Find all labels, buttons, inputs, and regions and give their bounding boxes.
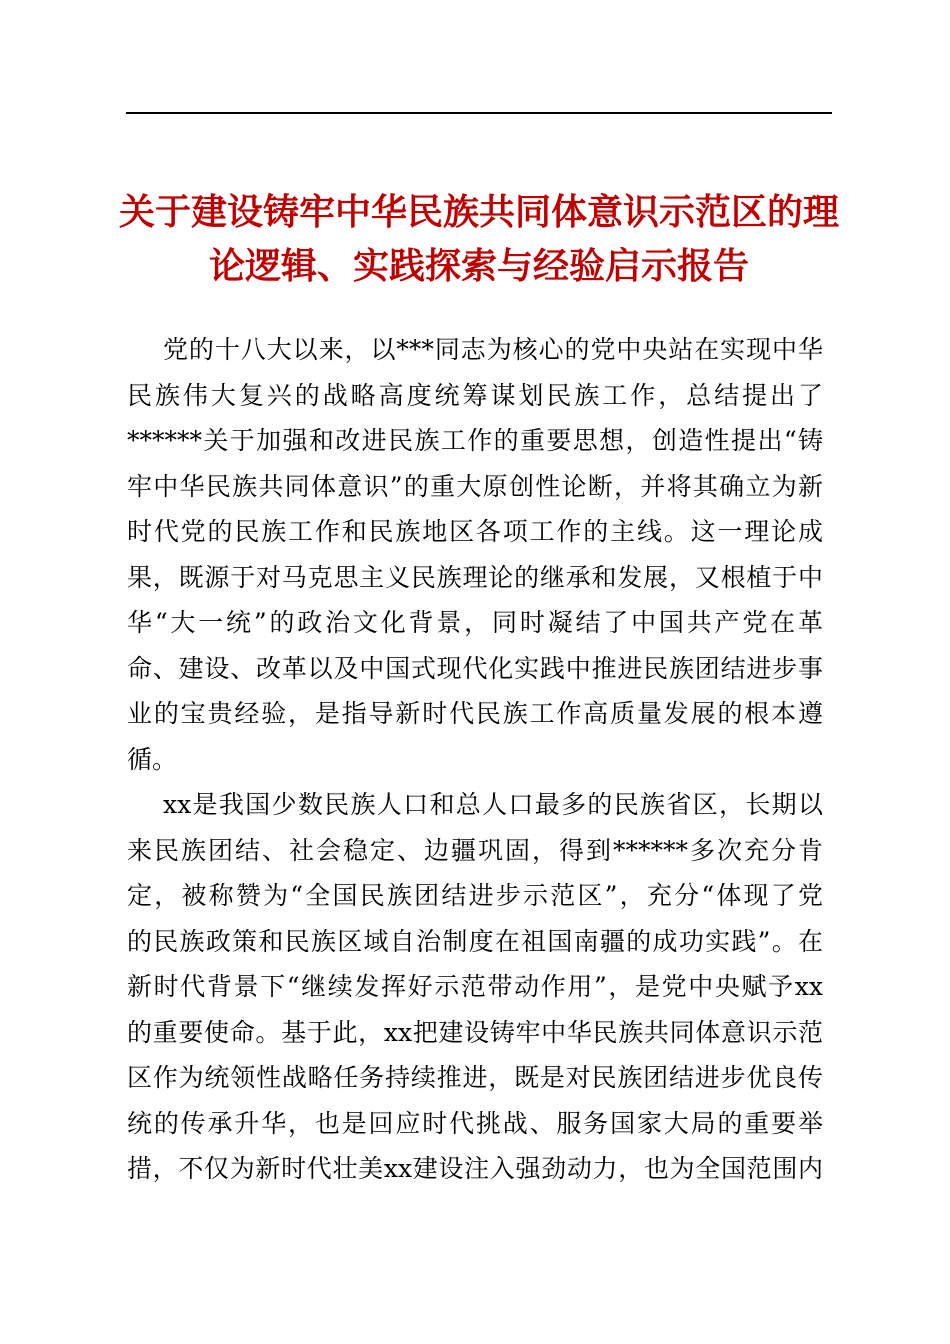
paragraph-line: 时代党的民族工作和民族地区各项工作的主线。这一理论成: [127, 517, 823, 546]
paragraph-line: ******关于加强和改进民族工作的重要思想，创造性提出“铸: [127, 426, 823, 455]
paragraph-line: 来民族团结、社会稳定、边疆巩固，得到******多次充分肯: [127, 835, 823, 865]
paragraph-line: 统的传承升华，也是回应时代挑战、服务国家大局的重要举: [127, 1108, 823, 1138]
paragraph-line: 定，被称赞为“全国民族团结进步示范区”，充分“体现了党: [127, 881, 823, 910]
paragraph-1: [127, 327, 823, 782]
paragraph-line: 的重要使命。基于此，xx把建设铸牢中华民族共同体意识示范: [127, 1017, 823, 1047]
paragraph-line: 果，既源于对马克思主义民族理论的继承和发展，又根植于中: [127, 562, 823, 592]
paragraph-line: 业的宝贵经验，是指导新时代民族工作高质量发展的根本遵: [127, 699, 823, 728]
paragraph-line: 牢中华民族共同体意识”的重大原创性论断，并将其确立为新: [127, 471, 823, 501]
header-rule: [126, 112, 832, 114]
paragraph-line: 新时代背景下“继续发挥好示范带动作用”，是党中央赋予xx: [127, 972, 823, 1001]
paragraph-line: 循。: [127, 744, 178, 774]
paragraph-2: [127, 782, 823, 1192]
document-title: [118, 186, 840, 294]
paragraph-line: 民族伟大复兴的战略高度统筹谋划民族工作，总结提出了: [127, 380, 823, 410]
paragraph-line: 区作为统领性战略任务持续推进，既是对民族团结进步优良传: [127, 1063, 823, 1092]
paragraph-line: 党的十八大以来，以***同志为核心的党中央站在实现中华: [163, 335, 823, 364]
paragraph-line: 的民族政策和民族区域自治制度在祖国南疆的成功实践”。在: [127, 926, 823, 956]
paragraph-line: 命、建设、改革以及中国式现代化实践中推进民族团结进步事: [127, 653, 823, 683]
paragraph-line: 华“大一统”的政治文化背景，同时凝结了中国共产党在革: [127, 608, 823, 637]
paragraph-line: 措，不仅为新时代壮美xx建设注入强劲动力，也为全国范围内: [127, 1154, 823, 1183]
paragraph-line: xx是我国少数民族人口和总人口最多的民族省区，长期以: [163, 790, 823, 819]
document-body: [127, 327, 823, 1192]
title-line: 论逻辑、实践探索与经验启示报告: [208, 246, 749, 287]
title-line: 关于建设铸牢中华民族共同体意识示范区的理: [118, 192, 839, 233]
